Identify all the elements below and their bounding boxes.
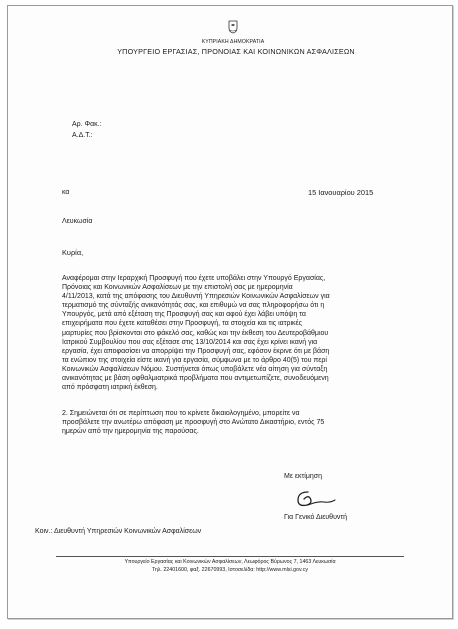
note-line: 2. Σημειώνεται ότι σε περίπτωση που το κρίνετε δικαιολογημένο, μπορείτε να: [62, 410, 300, 417]
body-line: Πρόνοιας και Κοινωνικών Ασφαλίσεων με την επιστολή σας με ημερομηνία: [62, 284, 293, 292]
note-line: προσβάλετε την ανωτέρω απόφαση με προσφυγή στο Ανώτατο Δικαστήριο, εντός 75: [62, 419, 325, 427]
footer-address: Υπουργείο Εργασίας και Κοινωνικών Ασφαλίσεων, Λεωφόρος Βύρωνος 7, 1463 Λευκωσία: [124, 559, 336, 565]
body-line: ανικανότητας με βάση οφθαλμιατρικά προβλήματα που αντιμετωπίζετε, συνοδευόμενη: [62, 375, 329, 383]
letterhead-ministry: ΥΠΟΥΡΓΕΙΟ ΕΡΓΑΣΙΑΣ, ΠΡΟΝΟΙΑΣ ΚΑΙ ΚΟΙΝΩΝΙΚΩΝ ΑΣΦΑΛΙΣΕΩΝ: [117, 47, 355, 56]
carbon-copy: Κοιν.: Διευθυντή Υπηρεσιών Κοινωνικών Ασφαλίσεων: [35, 528, 202, 535]
footer-divider: [56, 556, 404, 557]
recipient-to: κα: [62, 189, 70, 196]
salutation: Κυρία,: [62, 248, 84, 257]
body-line: Ιατρικού Συμβουλίου που σας εξέτασε στις 13/10/2014 και σας έχει κρίνει ικανή για: [62, 338, 318, 346]
body-line: από πρόσφατη ιατρική έκθεση.: [62, 384, 158, 392]
recipient-city: Λευκωσία: [62, 218, 93, 225]
note-paragraph: [62, 409, 392, 436]
id-number-label: Α.Δ.Τ.:: [72, 132, 93, 139]
body-line: μαρτυρίες που βρίσκονται στο φάκελό σας, καθώς και την έκθεση του Δευτεροβάθμιου: [62, 329, 329, 337]
footer-contacts: Τηλ. 22401600, φαξ. 22670993, Ιστοσελίδα: http://www.mlsi.gov.cy: [151, 567, 309, 573]
handwritten-signature: [294, 486, 338, 512]
body-paragraph: [62, 274, 392, 392]
body-line: Κοινωνικών Ασφαλίσεων Νόμου. Συστήνεται όπως υποβάλετε νέα αίτηση για σύνταξη: [62, 365, 328, 373]
letter-page: [7, 5, 453, 619]
body-line: επιχειρήματα που έχετε καταθέσει στην Προσφυγή, τα στοιχεία και τις ιατρικές: [62, 320, 302, 328]
body-line: 4/11/2013, κατά της απόφασης του Διευθυντή Υπηρεσιών Κοινωνικών Ασφαλίσεων για: [62, 293, 330, 301]
letterhead-state: ΚΥΠΡΙΑΚΗ ΔΗΜΟΚΡΑΤΙΑ: [201, 39, 265, 45]
body-line: Υπουργός, μετά από εξέταση της Προσφυγή σας και αφού έχει λάβει υπόψη τα: [62, 311, 306, 319]
closing-regards: Με εκτίμηση: [284, 473, 322, 480]
body-line: τερματισμό της σύνταξής ανικανότητάς σας, και επιθυμώ να σας πληροφορήσω ότι η: [62, 302, 325, 310]
signer-title: Για Γενικό Διευθυντή: [284, 514, 348, 521]
note-line: ημερών από την ημερομηνία της παρούσας.: [62, 428, 199, 436]
body-line: τα ενώπιον της στοιχεία είστε ικανή για εργασία, σύμφωνα με το άρθρο 40(5) του περί: [62, 356, 327, 364]
cyprus-coat-of-arms-icon: [228, 20, 238, 34]
body-line: Αναφέρομαι στην Ιεραρχική Προσφυγή που έχετε υποβάλει στην Υπουργό Εργασίας,: [62, 275, 326, 282]
letter-date: 15 Ιανουαρίου 2015: [308, 188, 374, 197]
body-line: εργασία, έχει αποφασίσει να απορρίψει την Προσφυγή σας, εφόσον έκρινε ότι με βάση: [62, 347, 330, 355]
file-number-label: Αρ. Φακ.:: [72, 121, 102, 128]
